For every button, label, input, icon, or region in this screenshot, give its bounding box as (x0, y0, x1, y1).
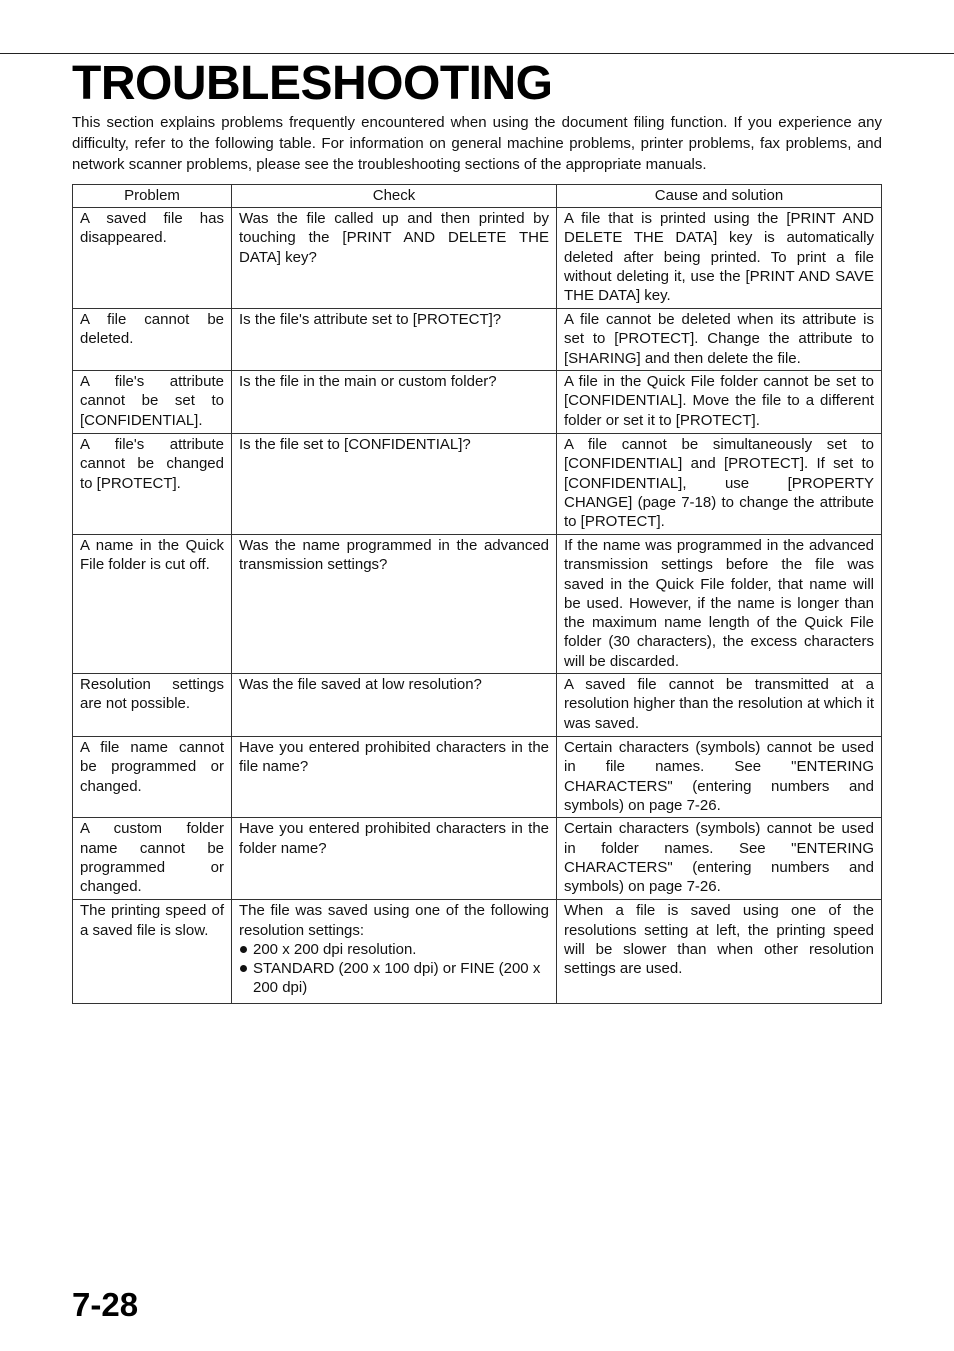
table-row (73, 434, 882, 535)
check-cell: Is the file in the main or custom folder? (232, 371, 557, 434)
table-row (73, 309, 882, 371)
table-row (73, 208, 882, 309)
problem-cell: A file's attribute cannot be set to [CONFIDENTIAL]. (73, 371, 232, 434)
check-cell: Have you entered prohibited characters in the file name? (232, 737, 557, 818)
table-row (73, 371, 882, 434)
troubleshooting-table (72, 184, 882, 1004)
header-cause-and-solution: Cause and solution (557, 185, 882, 208)
table-row (73, 818, 882, 900)
bullet-icon (240, 946, 247, 953)
table-header-row (73, 185, 882, 208)
solution-cell: A file cannot be deleted when its attribute is set to [PROTECT]. Change the attribute to [SHARING] and then delete the file. (557, 309, 882, 371)
problem-cell: A saved file has disappeared. (73, 208, 232, 309)
table-row (73, 737, 882, 818)
problem-cell: A name in the Quick File folder is cut off. (73, 535, 232, 674)
solution-cell: A file in the Quick File folder cannot be set to [CONFIDENTIAL]. Move the file to a different folder or set it to [PROTECT]. (557, 371, 882, 434)
check-bullet-item (239, 940, 549, 959)
problem-cell: A file name cannot be programmed or changed. (73, 737, 232, 818)
solution-cell: When a file is saved using one of the resolutions setting at left, the printing speed will be slower than when other resolution settings are used. (557, 900, 882, 1004)
header-check: Check (232, 185, 557, 208)
solution-cell: Certain characters (symbols) cannot be used in file names. See "ENTERING CHARACTERS" (entering numbers and symbols) on page 7-26. (557, 737, 882, 818)
check-bullet-item (239, 959, 549, 998)
problem-cell: A file's attribute cannot be changed to [PROTECT]. (73, 434, 232, 535)
check-bullet-text: STANDARD (200 x 100 dpi) or FINE (200 x 200 dpi) (253, 960, 541, 997)
solution-cell: If the name was programmed in the advanced transmission settings before the file was saved in the Quick File folder, that name will be used. However, if the name is longer than the maximum name length of the Quick File folder (30 characters), the excess characters will be discarded. (557, 535, 882, 674)
problem-cell: The printing speed of a saved file is slow. (73, 900, 232, 1004)
table-row (73, 900, 882, 1004)
check-cell: Was the file saved at low resolution? (232, 674, 557, 737)
header-problem: Problem (73, 185, 232, 208)
problem-cell: Resolution settings are not possible. (73, 674, 232, 737)
check-bullet-list (239, 940, 549, 998)
check-text: The file was saved using one of the following resolution settings: (239, 902, 549, 939)
page-number: 7-28 (72, 1286, 139, 1323)
check-cell: Have you entered prohibited characters in the folder name? (232, 818, 557, 900)
problem-cell: A custom folder name cannot be programmed or changed. (73, 818, 232, 900)
page-title: TROUBLESHOOTING (72, 57, 553, 110)
check-bullet-text: 200 x 200 dpi resolution. (253, 940, 417, 958)
solution-cell: A file cannot be simultaneously set to [CONFIDENTIAL] and [PROTECT]. If set to [CONFIDENTIAL], use [PROPERTY CHANGE] (page 7-18) to change the attribute to [PROTECT]. (557, 434, 882, 535)
table-row (73, 674, 882, 737)
solution-cell: A saved file cannot be transmitted at a resolution higher than the resolution at which it was saved. (557, 674, 882, 737)
top-rule (0, 53, 954, 54)
bullet-icon (240, 965, 247, 972)
check-cell: Was the name programmed in the advanced transmission settings? (232, 535, 557, 674)
check-cell: Is the file set to [CONFIDENTIAL]? (232, 434, 557, 535)
problem-cell: A file cannot be deleted. (73, 309, 232, 371)
solution-cell: A file that is printed using the [PRINT AND DELETE THE DATA] key is automatically deleted after being printed. To print a file without deleting it, use the [PRINT AND SAVE THE DATA] key. (557, 208, 882, 309)
solution-cell: Certain characters (symbols) cannot be used in folder names. See "ENTERING CHARACTERS" (entering numbers and symbols) on page 7-26. (557, 818, 882, 900)
check-cell: Is the file's attribute set to [PROTECT]? (232, 309, 557, 371)
check-cell: Was the file called up and then printed by touching the [PRINT AND DELETE THE DATA] key? (232, 208, 557, 309)
intro-paragraph: This section explains problems frequently encountered when using the document filing function. If you experience any difficulty, refer to the following table. For information on general machine problems, printer problems, fax problems, and network scanner problems, please see the troubleshooting sections of the appropriate manuals. (72, 114, 882, 173)
table-row (73, 535, 882, 674)
check-cell (232, 900, 557, 1004)
